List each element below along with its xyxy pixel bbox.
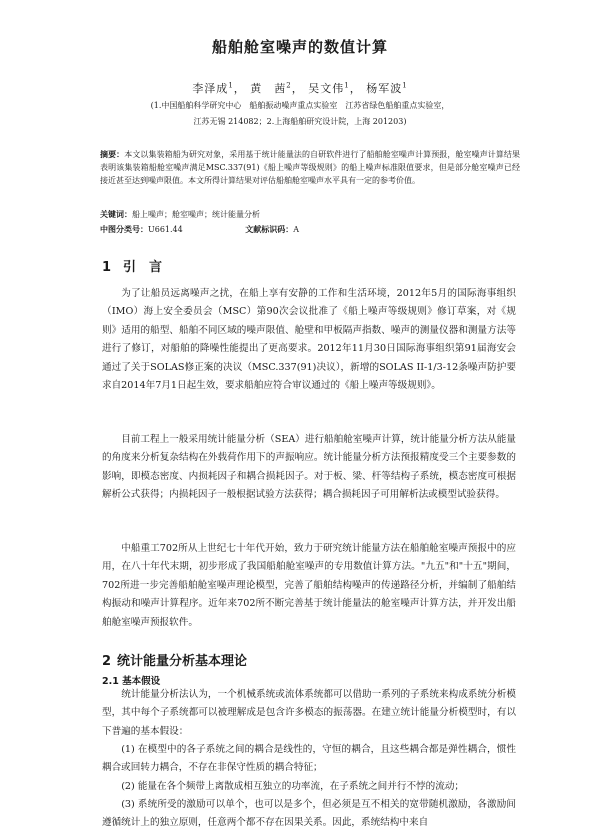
keywords — [100, 209, 520, 220]
abstract — [100, 148, 520, 187]
paragraph: 统计能量分析法认为，一个机械系统或流体系统都可以借助一系列的子系统来构成系统分析模型，其中每个子系统都可以被理解成是包含许多模态的振荡器。在建立统计能量分析模型时，有以下普遍的基本假设： — [102, 689, 516, 737]
affiliation-line: (1.中国船舶科学研究中心 船舶振动噪声重点实验室 江苏省绿色船舶重点实验室， — [150, 101, 450, 110]
paragraph: 目前工程上一般采用统计能量分析（SEA）进行船舶舱室噪声计算，统计能量分析方法从能量的角度来分析复杂结构在外载荷作用下的声振响应。统计能量分析方法预报精度受三个主要参数的影响，即模态密度、内损耗因子和耦合损耗因子。对于板、梁、杆等结构子系统，模态密度可根据解析公式获得；内损耗因子一般根据试验方法获得；耦合损耗因子可用解析法或模型试验获得。 — [102, 434, 516, 501]
author: 黄 茜$^2$ — [250, 81, 292, 95]
class-value: U661.44 — [148, 225, 183, 234]
author: 李泽成$^1$ — [192, 81, 234, 95]
classification — [100, 224, 520, 235]
paragraph: 中船重工702所从上世纪七十年代开始，致力于研究统计能量方法在船舶舱室噪声预报中的应用，在八十年代末期，初步形成了我国船舶舱室噪声的专用数值计算方法。"九五"和"十五"期间，702所进一步完善船舶舱室噪声理论模型，完善了船舶结构噪声的传递路径分析，并编制了船舶结构振动和噪声计算程序。近年来702所不断完善基于统计能量法的舱室噪声计算方法，并开发出船舶舱室噪声预报软件。 — [102, 543, 516, 628]
list-item: (3) 系统所受的激励可以单个，也可以是多个，但必须是互不相关的宽带随机激励，各激励间遵循统计上的独立原则，任意两个都不存在因果关系。因此，系统结构中来自 — [102, 799, 516, 829]
list-item: (1) 在模型中的各子系统之间的耦合是线性的，守恒的耦合，且这些耦合都是弹性耦合，惯性耦合或回转力耦合，不存在非保守性质的耦合特征； — [102, 744, 516, 774]
affiliation-line: 江苏无锡 214082；2.上海船舶研究设计院，上海 201203) — [193, 117, 407, 126]
author-list: 李泽成$^1$， 黄 茜$^2$， 吴文伟$^1$， 杨军波$^1$ — [192, 81, 408, 95]
list-item: (2) 能量在各个频带上离散成相互独立的功率流，在子系统之间并行不悖的流动； — [121, 781, 465, 792]
paper-title: 船舶舱室噪声的数值计算 — [211, 38, 388, 56]
paragraph: 为了让船员远离噪声之扰，在船上享有安静的工作和生活环境，2012年5月的国际海事组织（IMO）海上安全委员会（MSC）第90次会议批准了《船上噪声等级规则》修订草案，对《规则》适用的船型、船舶不同区域的噪声限值、舱壁和甲板隔声指数、噪声的测量仪器和测量方法等进行了修订，对船舶的降噪性能提出了更高要求。2012年11月30日国际海事组织第91届海安会通过了关于SOLAS修正案的决议（MSC.337(91)决议），新增的SOLAS II-1/3-12条噪声防护要求自2014年7月1日起生效，要求船舶应符合审议通过的《船上噪声等级规则》。 — [102, 288, 516, 392]
keywords-label: 关键词： — [100, 210, 132, 219]
doc-value: A — [293, 225, 300, 234]
doc-label: 文献标识码： — [245, 225, 294, 234]
section-heading: 1 引 言 — [102, 260, 163, 275]
affiliation — [110, 98, 490, 130]
author: 杨军波$^1$ — [366, 81, 408, 95]
section-heading: 2 统计能量分析基本理论 — [102, 654, 248, 669]
abstract-text: 本文以集装箱船为研究对象，采用基于统计能量法的自研软件进行了船舶舱室噪声计算预报，舱室噪声计算结果表明该集装箱船舱室噪声满足MSC.337(91)《船上噪声等级规则》的船上噪声标准限值要求，但是部分舱室噪声已经接近甚至达到噪声限值。本文所得计算结果对评估船舶舱室噪声水平具有一定的参考价值。 — [100, 150, 521, 185]
class-label: 中图分类号： — [100, 225, 148, 234]
keywords-text: 船上噪声；舱室噪声；统计能量分析 — [132, 210, 260, 219]
subsection-heading: 2.1 基本假设 — [102, 676, 161, 687]
abstract-label: 摘要： — [100, 150, 125, 159]
author: 吴文伟$^1$ — [308, 81, 350, 95]
